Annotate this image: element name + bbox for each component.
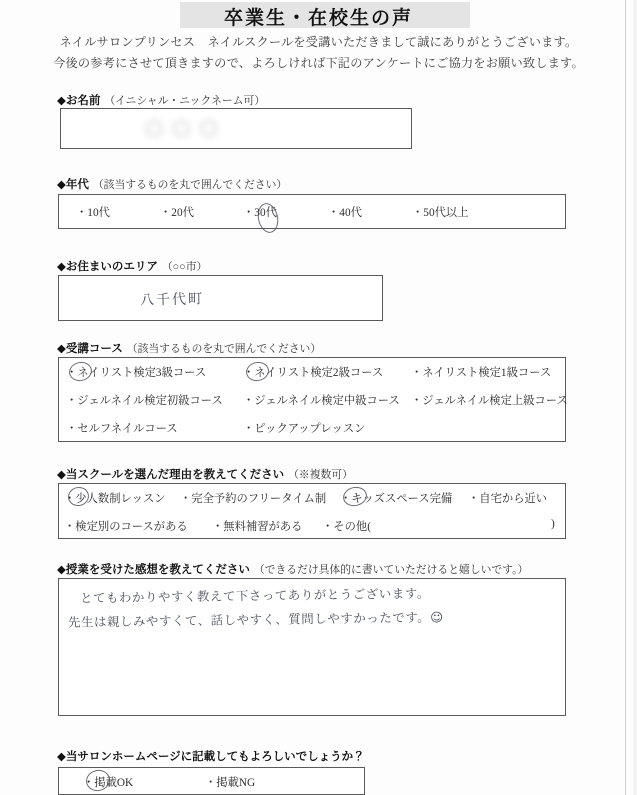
section-label-course: ◆受講コース (57, 341, 123, 355)
scan-edge-outer (633, 0, 637, 795)
impression-handwritten-line-1: とてもわかりやすく教えて下さってありがとうございます。 (79, 585, 430, 606)
page-title: 卒業生・在校生の声 (223, 7, 413, 29)
area-input-box[interactable] (58, 275, 383, 321)
area-handwritten-value: 八千代町 (139, 291, 205, 309)
section-heading-impression (57, 561, 528, 577)
section-note-name: （イニシャル・ニックネーム可） (104, 95, 266, 107)
section-heading-publish (57, 748, 365, 764)
impression-handwritten-line-2: 先生は親しみやすくて、話しやすく、質問しやすかったです。☺ (67, 609, 444, 630)
age-option-10[interactable]: ・10代 (76, 207, 110, 219)
reason-option-course-by-exam[interactable]: ・検定別のコースがある (64, 521, 188, 533)
course-option-gel-intermediate[interactable]: ・ジェルネイル検定中級コース (243, 395, 400, 407)
reason-option-kids-space[interactable]: ・キッズスペース完備 (340, 493, 453, 505)
age-option-50plus[interactable]: ・50代以上 (412, 207, 469, 219)
section-heading-name (57, 92, 265, 108)
reason-option-free-time[interactable]: ・完全予約のフリータイム制 (180, 493, 327, 505)
reason-option-small-class[interactable]: ・少人数制レッスン (64, 493, 166, 505)
section-note-course: （該当するものを丸で囲んでください） (126, 343, 322, 355)
section-label-name: ◆お名前 (57, 93, 101, 107)
reason-other-close-paren: ) (551, 518, 555, 530)
course-option-pickup-lesson[interactable]: ・ピックアップレッスン (243, 423, 366, 435)
course-option-nailist-1[interactable]: ・ネイリスト検定1級コース (411, 367, 552, 379)
name-redacted-value: ○○○ (145, 115, 227, 139)
scan-edge (625, 0, 626, 795)
section-note-area: （○○市） (161, 261, 208, 273)
course-option-nailist-3[interactable]: ・ネイリスト検定3級コース (66, 367, 207, 379)
intro-text (0, 32, 637, 74)
age-option-20[interactable]: ・20代 (160, 207, 194, 219)
age-option-30[interactable]: ・30代 (243, 207, 277, 219)
section-label-impression: ◆授業を受けた感想を教えてください (57, 562, 250, 576)
section-label-reason: ◆当スクールを選んだ理由を教えてください (57, 467, 285, 481)
course-option-nailist-2[interactable]: ・ネイリスト検定2級コース (243, 367, 384, 379)
age-options-box (58, 194, 566, 229)
section-note-age: （該当するものを丸で囲んでください） (92, 179, 288, 191)
intro-line-2: 今後の参考にさせて頂きますので、よろしければ下記のアンケートにご協力をお願い致します。 (53, 56, 584, 70)
reason-option-other[interactable]: ・その他( (322, 521, 371, 533)
section-label-area: ◆お住まいのエリア (57, 259, 158, 273)
section-heading-reason (57, 466, 353, 482)
course-option-self-nail[interactable]: ・セルフネイルコース (66, 423, 178, 435)
section-heading-area (57, 258, 207, 274)
section-label-publish: ◆当サロンホームページに記載してもよろしいでしょうか？ (57, 749, 365, 763)
course-option-gel-advanced[interactable]: ・ジェルネイル検定上級コース (411, 395, 568, 407)
section-heading-course (57, 340, 321, 356)
reason-option-free-makeup[interactable]: ・無料補習がある (212, 521, 303, 533)
age-option-40[interactable]: ・40代 (328, 207, 362, 219)
publish-option-ng[interactable]: ・掲載NG (205, 777, 256, 789)
course-option-gel-beginner[interactable]: ・ジェルネイル検定初級コース (66, 395, 223, 407)
reason-option-near-home[interactable]: ・自宅から近い (468, 493, 548, 505)
publish-option-ok[interactable]: ・掲載OK (83, 777, 134, 789)
intro-line-1: ネイルサロンプリンセス ネイルスクールを受講いただきまして誠にありがとうございます。 (59, 35, 578, 49)
section-heading-age (57, 176, 287, 192)
section-label-age: ◆年代 (57, 177, 89, 191)
section-note-impression: （できるだけ具体的に書いていただけると嬉しいです。） (253, 564, 529, 576)
name-input-box[interactable] (60, 108, 412, 149)
section-note-reason: （※複数可） (288, 469, 353, 481)
